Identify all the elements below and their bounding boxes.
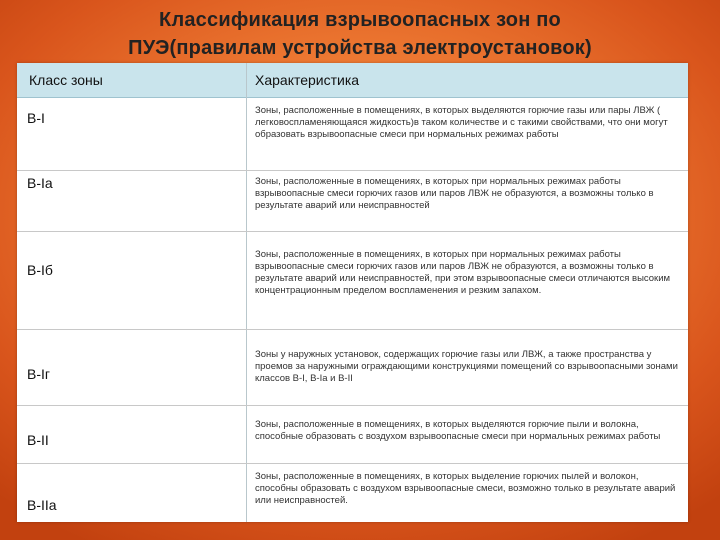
row-divider — [17, 405, 688, 406]
zones-table — [17, 63, 688, 522]
row-code-v1b: В-Iб — [27, 262, 53, 278]
row-code-v1g: В-Iг — [27, 366, 50, 382]
row-desc-v2: Зоны, расположенные в помещениях, в которых выделяются горючие пыли и волокна, способные образовать с воздухом взрывоопасные смеси при нормальных режимах работы — [255, 419, 661, 442]
row-divider — [17, 170, 688, 171]
column-divider — [246, 63, 247, 522]
row-divider — [17, 463, 688, 464]
header-characteristic: Характеристика — [255, 72, 360, 88]
slide-title — [60, 6, 660, 62]
slide-title-line-1: Классификация взрывоопасных зон по — [159, 9, 561, 31]
row-code-v1: В-I — [27, 110, 45, 126]
row-desc-v1a: Зоны, расположенные в помещениях, в которых при нормальных режимах работы взрывоопасные смеси горючих газов или паров ЛВЖ не образуются, а возможны только в результате аварий или неисправностей — [255, 176, 654, 211]
row-desc-v1b: Зоны, расположенные в помещениях, в которых при нормальных режимах работы взрывоопасные смеси горючих газов или паров ЛВЖ не образуются, а возможны только в результате аварий или неисправностей, при этом взрывоопасные смеси отличаются высоким концентрационным пределом воспламенения и резким запахом. — [255, 249, 671, 296]
row-code-v2a: В-IIа — [27, 497, 57, 513]
row-code-v2: В-II — [27, 432, 49, 448]
header-zone-class: Класс зоны — [29, 72, 103, 88]
row-desc-v1g: Зоны у наружных установок, содержащих горючие газы или ЛВЖ, а также пространства у проемов за наружными ограждающими конструкциями помещений со взрывоопасными зонами классов В-I, В-Iа и В-II — [255, 349, 678, 384]
table-header — [17, 63, 688, 98]
row-desc-v1: Зоны, расположенные в помещениях, в которых выделяются горючие газы или пары ЛВЖ ( легковоспламеняющаяся жидкость)в таком количестве и с такими свойствами, что они могут образовать взрывоопасные смеси при нормальных режимах работы — [255, 105, 668, 140]
row-code-v1a: В-Iа — [27, 175, 53, 191]
row-divider — [17, 231, 688, 232]
row-desc-v2a: Зоны, расположенные в помещениях, в которых выделение горючих пылей и волокон, способны образовать с воздухом взрывоопасные смеси, возможно только в результате аварий или неисправностей. — [255, 471, 676, 506]
slide-title-line-2: ПУЭ(правилам устройства электроустановок) — [128, 37, 592, 59]
row-divider — [17, 329, 688, 330]
